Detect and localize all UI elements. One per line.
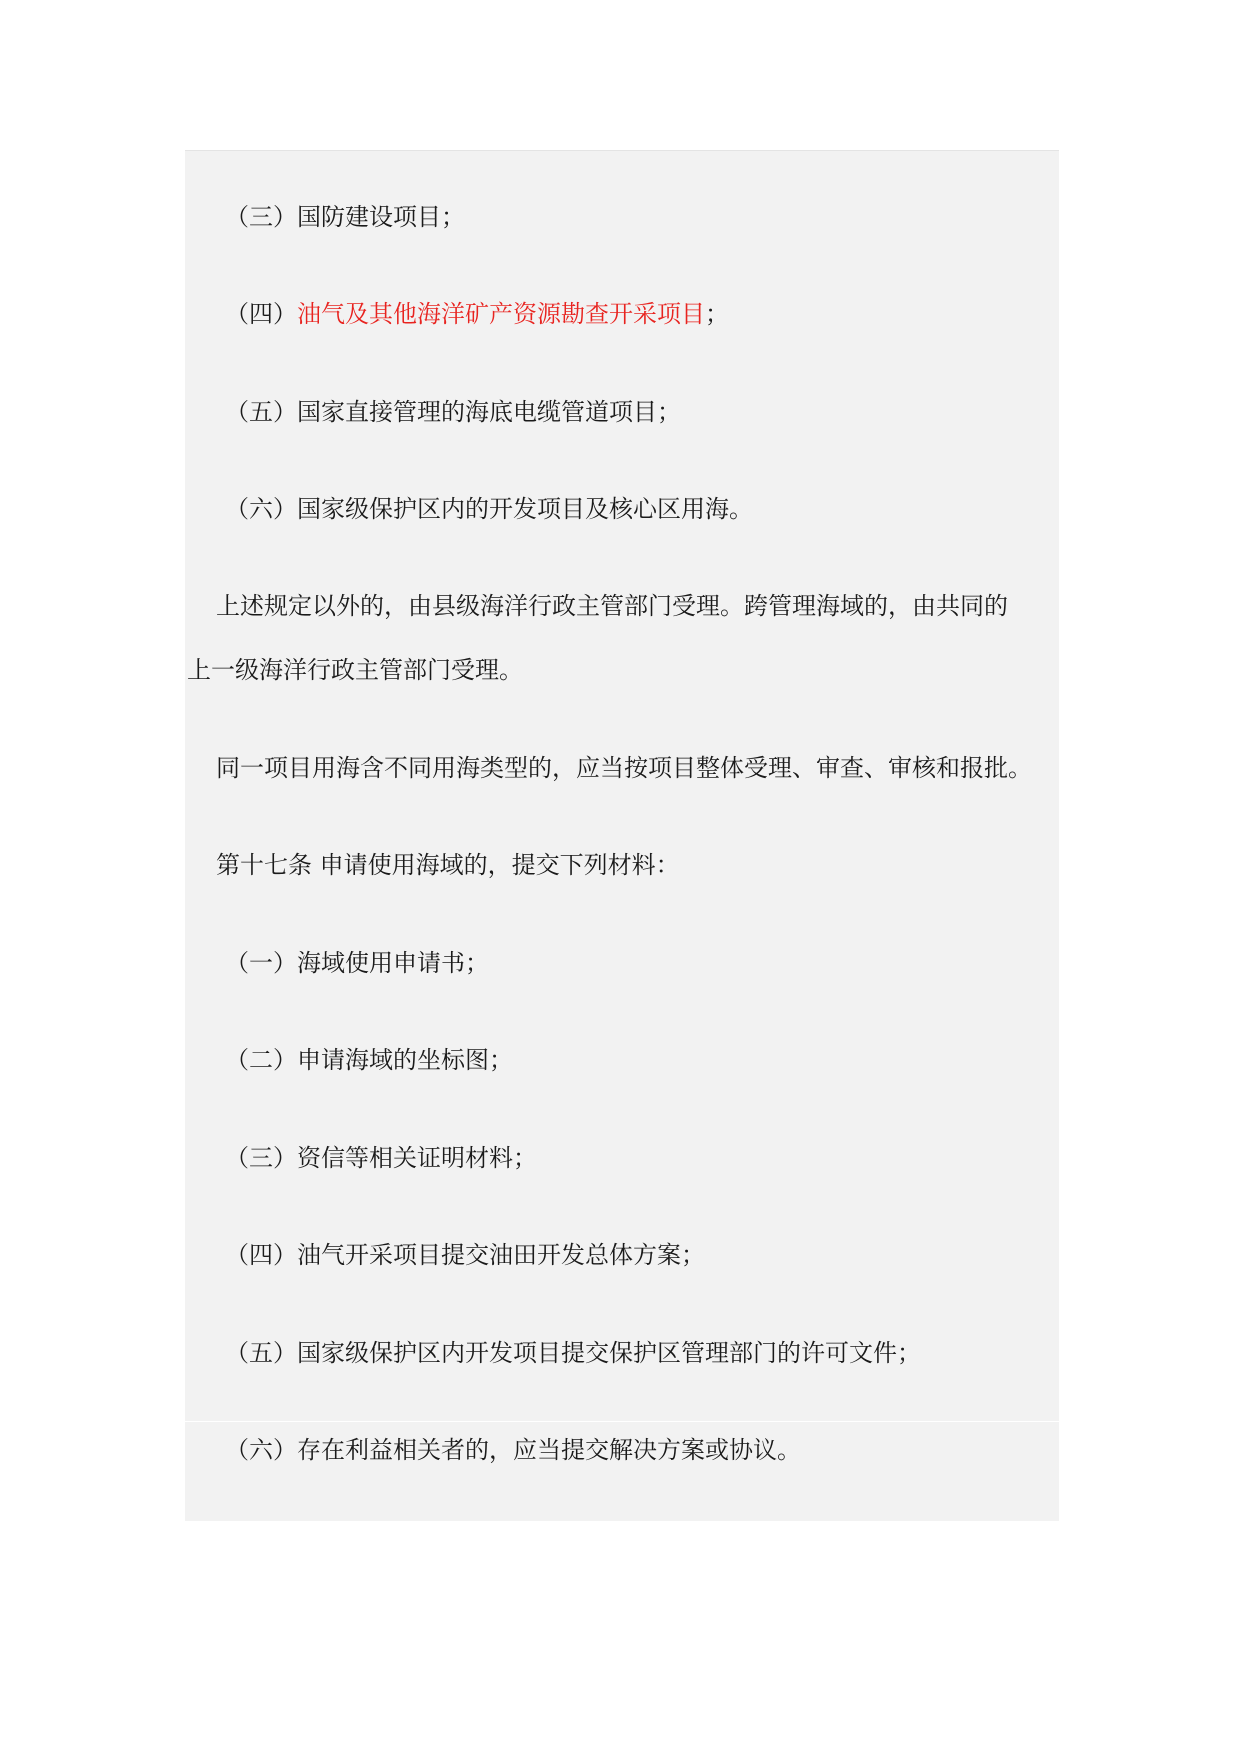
item-text: 存在利益相关者的，应当提交解决方案或协议。	[297, 1436, 801, 1464]
item-prefix: （六）	[225, 495, 297, 523]
item-4-oil-gas	[225, 297, 729, 331]
panel-divider	[185, 1421, 1059, 1422]
item-text: 申请海域的坐标图；	[297, 1046, 513, 1074]
paragraph-county-acceptance-cont	[187, 653, 523, 687]
material-1-application	[225, 946, 489, 980]
article-17-heading	[216, 848, 680, 882]
item-text: 油气开采项目提交油田开发总体方案；	[297, 1241, 705, 1269]
paragraph-text: 上一级海洋行政主管部门受理。	[187, 656, 523, 684]
item-prefix: （四）	[225, 1241, 297, 1269]
material-5-permit	[225, 1336, 921, 1370]
paragraph-text: 上述规定以外的，由县级海洋行政主管部门受理。跨管理海域的，由共同的	[216, 592, 1008, 620]
item-suffix: ；	[705, 300, 729, 328]
paragraph-county-acceptance	[216, 589, 1008, 623]
paragraph-same-project	[216, 751, 1032, 785]
item-prefix: （一）	[225, 949, 297, 977]
article-text: 第十七条 申请使用海域的，提交下列材料：	[216, 851, 680, 879]
item-text: 资信等相关证明材料；	[297, 1144, 537, 1172]
item-text: 国家级保护区内开发项目提交保护区管理部门的许可文件；	[297, 1339, 921, 1367]
item-text: 海域使用申请书；	[297, 949, 489, 977]
paragraph-text: 同一项目用海含不同用海类型的，应当按项目整体受理、审查、审核和报批。	[216, 754, 1032, 782]
item-6-protected-area	[225, 492, 753, 526]
item-prefix: （六）	[225, 1436, 297, 1464]
item-5-cable-pipeline	[225, 395, 681, 429]
item-prefix: （四）	[225, 300, 297, 328]
item-text: 国家直接管理的海底电缆管道项目；	[297, 398, 681, 426]
item-prefix: （二）	[225, 1046, 297, 1074]
item-prefix: （五）	[225, 398, 297, 426]
material-3-credit	[225, 1141, 537, 1175]
material-4-oilfield-plan	[225, 1238, 705, 1272]
item-prefix: （五）	[225, 1339, 297, 1367]
item-text: 国家级保护区内的开发项目及核心区用海。	[297, 495, 753, 523]
item-prefix: （三）	[225, 203, 297, 231]
item-prefix: （三）	[225, 1144, 297, 1172]
highlighted-text: 油气及其他海洋矿产资源勘查开采项目	[297, 300, 705, 328]
material-6-stakeholders	[225, 1433, 801, 1467]
document-panel	[185, 150, 1059, 1521]
item-text: 国防建设项目；	[297, 203, 465, 231]
item-3-defense	[225, 200, 465, 234]
material-2-coordinates	[225, 1043, 513, 1077]
